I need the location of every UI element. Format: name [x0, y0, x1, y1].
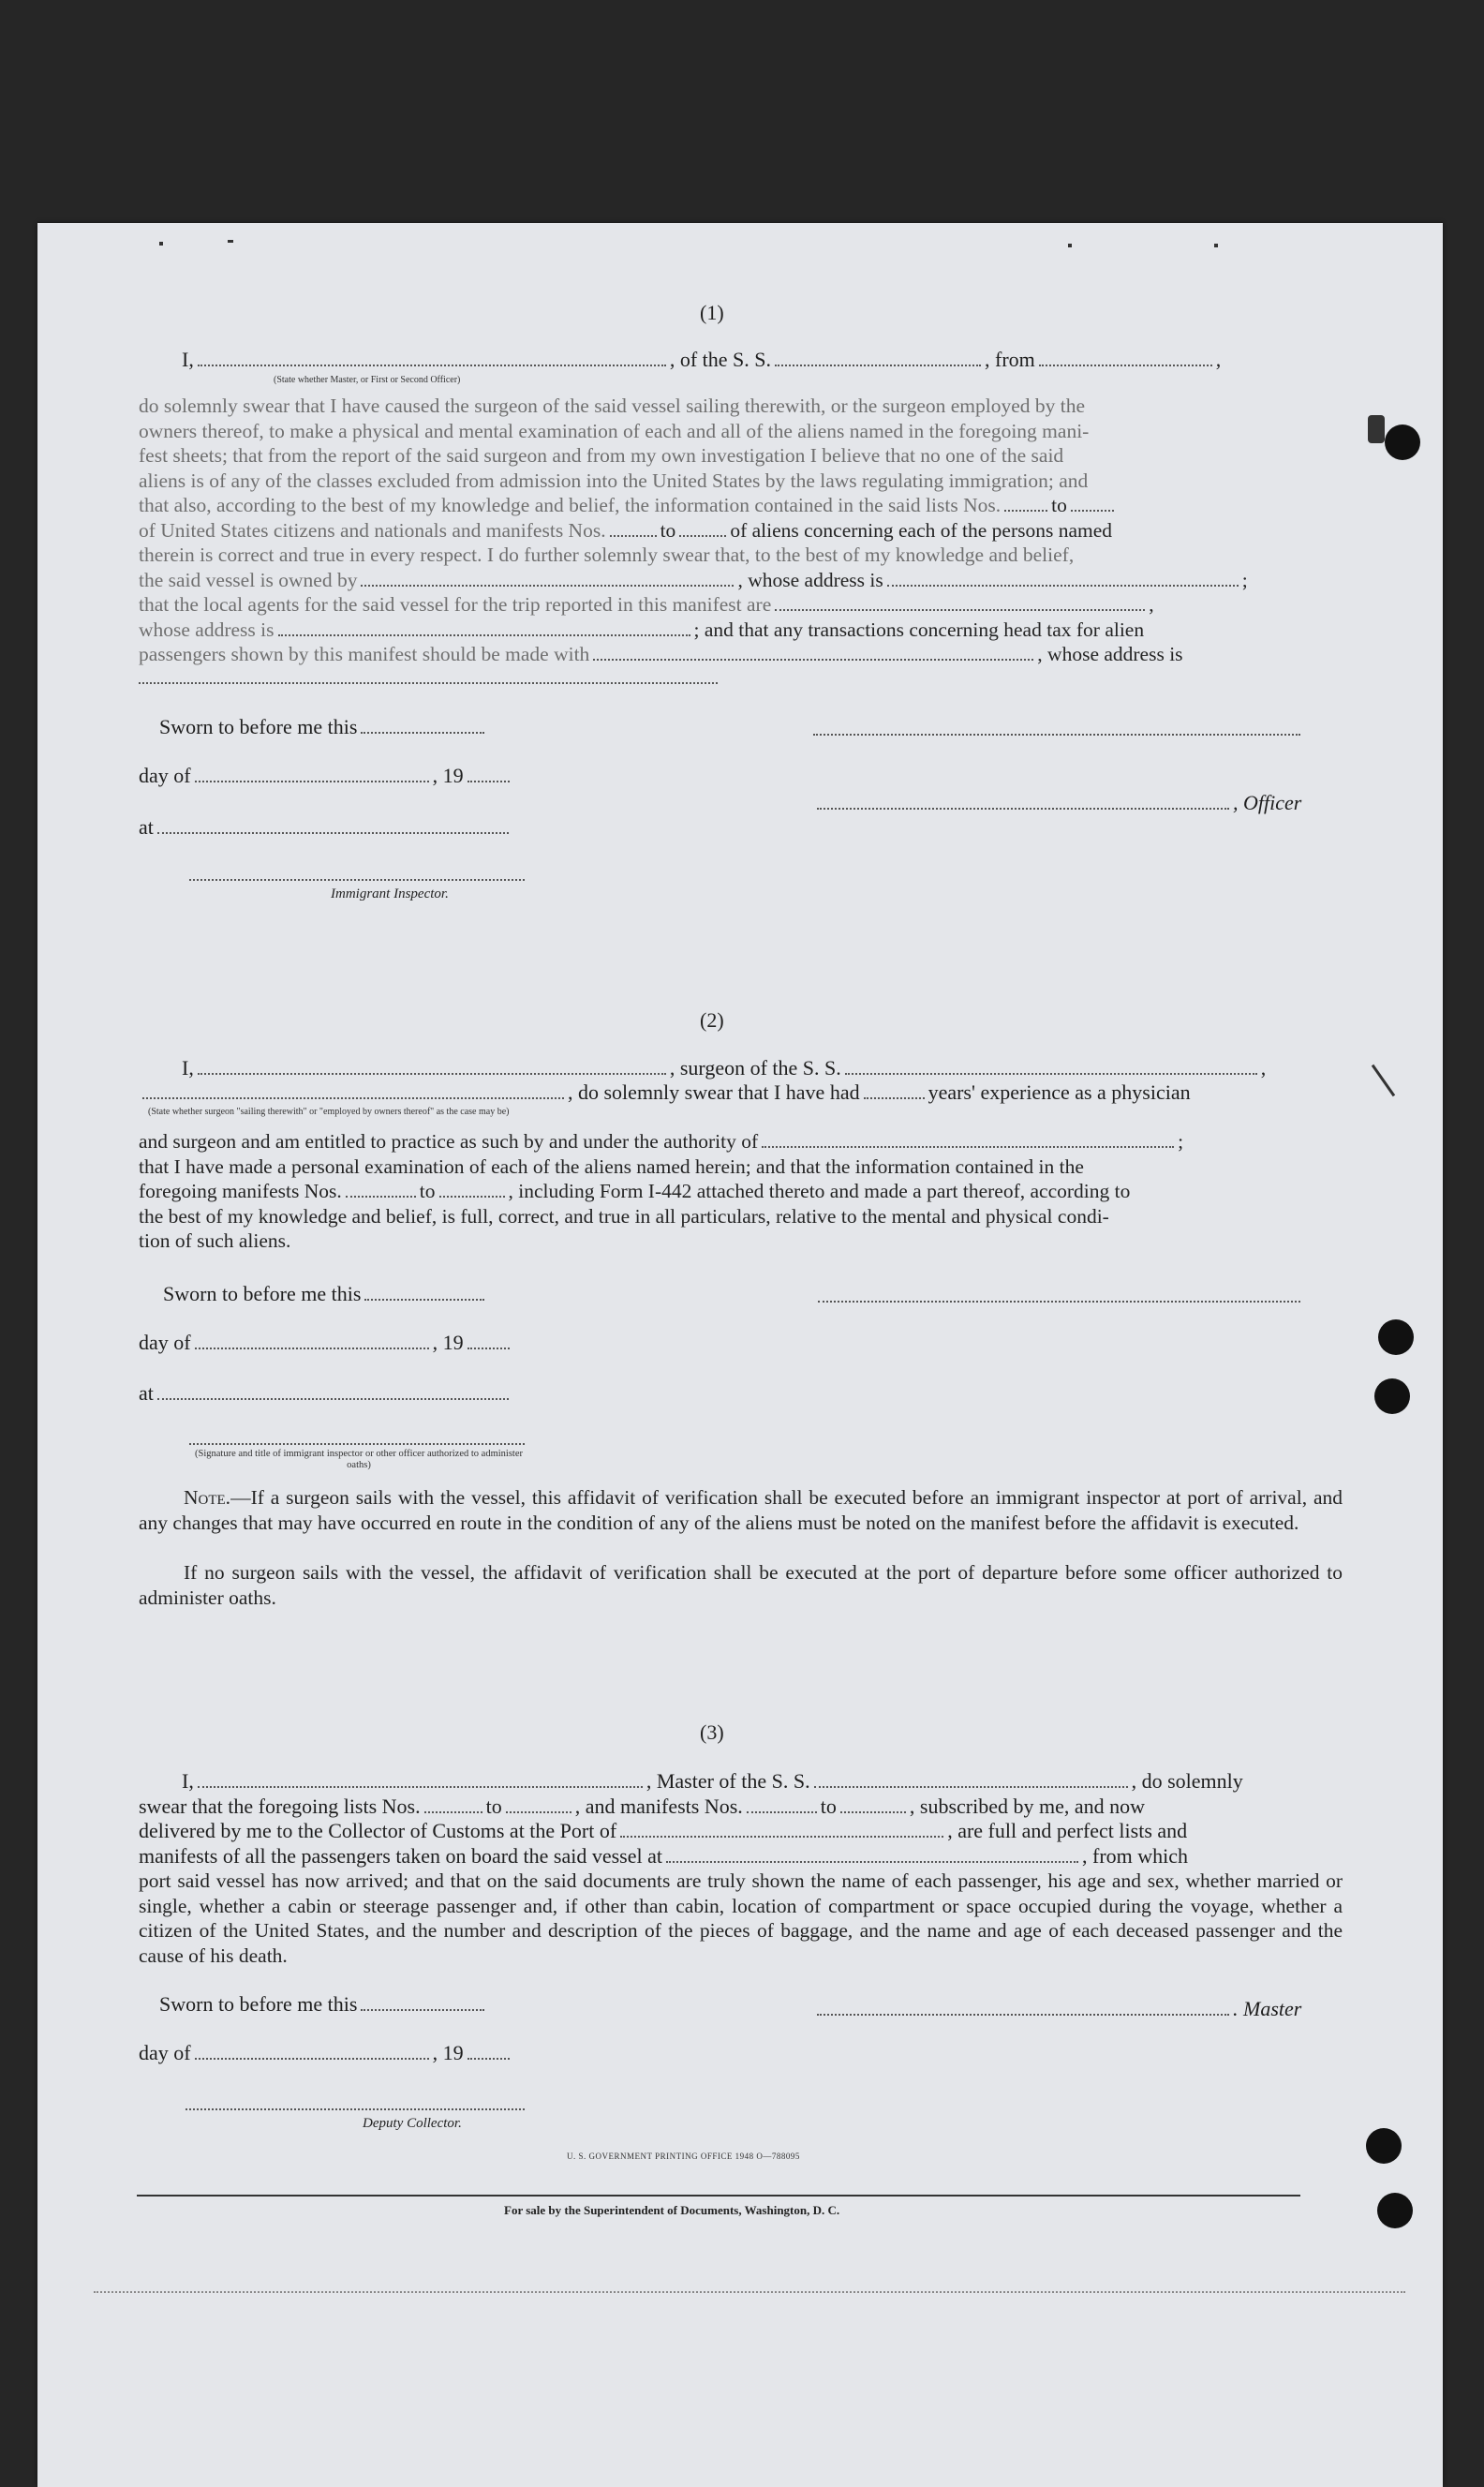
s2-sublabel: (State whether surgeon "sailing therewith" or "employed by owners thereof" as the case may be) [148, 1107, 510, 1117]
punch-hole [1385, 424, 1420, 460]
s1-body: do solemnly swear that I have caused the surgeon of the said vessel sailing therewith, or the surgeon employed by the owners thereof, to make a physical and mental examination of each and all of the aliens named in the foregoing mani- fest sheets; that from the report of the said surgeon and from my own investigation I believe that no one of the said aliens is of any of the classes excluded from admission into the United States by the laws regulating immigration; and that also, according to the best of my knowledge and belief, the information contained in the said lists Nos. to of United States citizens and nationals and manifests Nos. to of aliens concerning each of the persons named therein is correct and true in every respect. I do further solemnly swear that, to the best of my knowledge and belief, the said vessel is owned by , whose address is ; that the local agents for the said vessel for the trip reported in this manifest are , whose address is ; and that any transactions concerning head tax for alien passengers shown by this manifest should be made with , whose address is [139, 395, 1248, 665]
s1-row1: I, , of the S. S. , from , [182, 348, 1222, 371]
s2-row1: I, , surgeon of the S. S. , [182, 1056, 1267, 1080]
s2-sig-caption: (Signature and title of immigrant inspector or other officer authorized to administer oaths) [195, 1449, 523, 1470]
s3-sworn: Sworn to before me this [159, 1992, 488, 2017]
s3-master: . Master [813, 1997, 1301, 2021]
s2-note2: If no surgeon sails with the vessel, the affidavit of verification shall be executed at the port of departure before some officer authorized to administer oaths. [139, 1561, 1343, 1609]
s3-body: port said vessel has now arrived; and that on the said documents are truly shown the name of each passenger, his age and sex, whether married or single, whether a cabin or steerage passenger and, if other than cabin, location of compartment or space occupied during the voyage, whether a citizen of the United States, and the number and description of the pieces of baggage, and the name and age of each deceased passenger and the cause of his death. [139, 1869, 1343, 1967]
s2-day-of: day of , 19 [139, 1331, 513, 1355]
s3-collector-line [186, 2108, 525, 2110]
punch-hole [1374, 1378, 1410, 1414]
s3-row1: I, , Master of the S. S. , do solemnly [182, 1769, 1243, 1793]
speck [1214, 244, 1218, 247]
punch-hole [1377, 2193, 1413, 2228]
s1-at: at [139, 815, 512, 840]
s1-sublabel: (State whether Master, or First or Second Officer) [274, 375, 461, 385]
tear-mark [1368, 415, 1385, 443]
s2-row2: , do solemnly swear that I have had years' experience as a physician [139, 1080, 1191, 1105]
gpo-imprint: U. S. GOVERNMENT PRINTING OFFICE 1948 O—788095 [567, 2152, 800, 2161]
s3-day-of: day of , 19 [139, 2041, 513, 2065]
s3-caption: Deputy Collector. [363, 2116, 462, 2131]
form-page [37, 223, 1443, 2487]
s1-officer: , Officer [813, 791, 1301, 815]
s1-inspector-line [189, 879, 525, 881]
s3-row3: delivered by me to the Collector of Customs at the Port of , are full and perfect lists and [139, 1819, 1188, 1842]
s2-body: and surgeon and am entitled to practice as such by and under the authority of ; that I have made a personal examination of each of the aliens named herein; and that the information contained in the foregoing manifests Nos. to , including Form I-442 attached thereto and made a part thereof, according to the best of my knowledge and belief, is full, correct, and true in all particulars, relative to the mental and physical condi- tion of such aliens. [139, 1130, 1184, 1252]
s1-signature-line [813, 734, 1300, 736]
speck [1068, 244, 1072, 247]
speck [228, 240, 233, 243]
punch-hole [1366, 2128, 1402, 2164]
s3-row2: swear that the foregoing lists Nos. to , and manifests Nos. to , subscribed by me, and now [139, 1795, 1146, 1818]
section-3-number: (3) [700, 1720, 724, 1744]
s2-at: at [139, 1381, 512, 1406]
footer-rule [137, 2195, 1300, 2197]
s2-note: Note.—If a surgeon sails with the vessel, this affidavit of verification shall be executed before an immigrant inspector at port of arrival, and any changes that may have occurred en route in the condition of any of the aliens must be noted on the manifest before the affidavit is executed. [139, 1486, 1343, 1534]
sale-notice: For sale by the Superintendent of Documents, Washington, D. C. [504, 2203, 840, 2217]
section-2-number: (2) [700, 1008, 724, 1032]
s2-signature-line [818, 1301, 1300, 1303]
s1-day-of: day of , 19 [139, 764, 513, 788]
s2-sworn: Sworn to before me this [163, 1282, 488, 1306]
s2-sig-line [189, 1443, 525, 1445]
s1-address-line [139, 682, 718, 684]
s3-row4: manifests of all the passengers taken on board the said vessel at , from which [139, 1844, 1189, 1868]
punch-hole [1378, 1319, 1414, 1355]
s1-caption: Immigrant Inspector. [331, 886, 449, 901]
s1-sworn: Sworn to before me this [159, 715, 488, 739]
faint-rule [94, 2291, 1405, 2293]
section-1-number: (1) [700, 301, 724, 324]
speck [159, 242, 163, 246]
margin-mark [1372, 1065, 1395, 1096]
